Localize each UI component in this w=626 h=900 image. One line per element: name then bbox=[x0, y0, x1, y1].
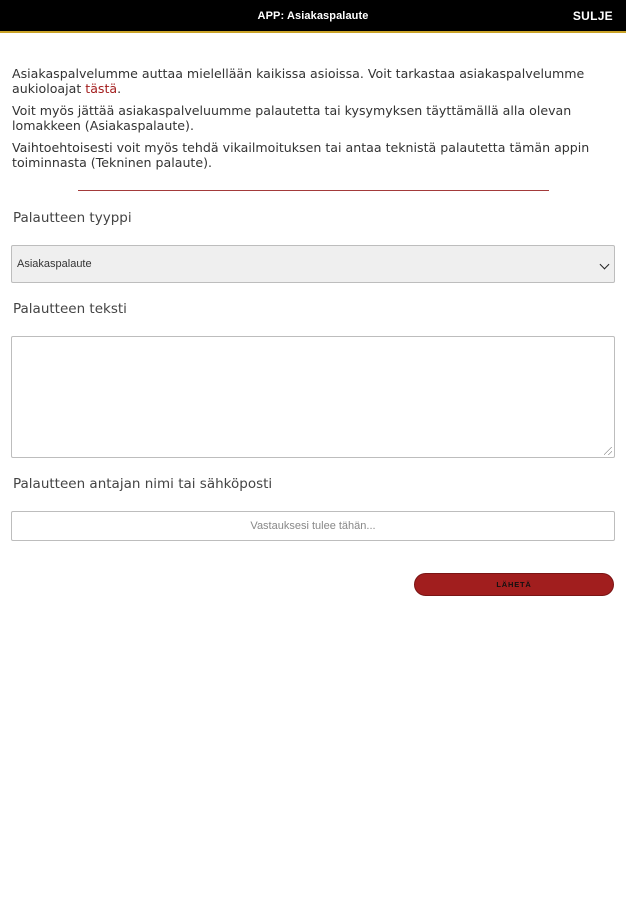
feedback-type-select[interactable] bbox=[11, 245, 615, 283]
feedback-type-label: Palautteen tyyppi bbox=[13, 210, 132, 226]
opening-hours-link[interactable]: tästä bbox=[85, 81, 118, 96]
feedback-text-label: Palautteen teksti bbox=[13, 301, 127, 317]
app-header bbox=[0, 0, 626, 33]
intro-hours-end: . bbox=[117, 81, 122, 96]
intro-paragraph-feedback: Voit myös jättää asiakaspalveluumme palautetta tai kysymyksen täyttämällä alla olevan lomakkeen (Asiakaspalaute). bbox=[12, 103, 572, 133]
page-title: APP: Asiakaspalaute bbox=[257, 10, 369, 22]
intro-paragraph-hours bbox=[12, 66, 612, 96]
resize-handle-icon[interactable] bbox=[604, 447, 612, 455]
name-email-label: Palautteen antajan nimi tai sähköposti bbox=[13, 476, 273, 492]
name-email-input[interactable] bbox=[11, 511, 615, 541]
chevron-down-icon bbox=[600, 260, 610, 270]
intro-text bbox=[12, 66, 612, 177]
submit-button[interactable]: LÄHETÄ bbox=[414, 573, 614, 596]
intro-hours-text: Asiakaspalvelumme auttaa mielellään kaikissa asioissa. Voit tarkastaa asiakaspalvelumme aukioloajat bbox=[12, 66, 585, 96]
feedback-type-selected-value: Asiakaspalaute bbox=[17, 258, 92, 270]
close-button[interactable]: SULJE bbox=[572, 9, 613, 23]
intro-paragraph-technical: Vaihtoehtoisesti voit myös tehdä vikailmoituksen tai antaa teknistä palautetta tämän appin toiminnasta (Tekninen palaute). bbox=[12, 140, 590, 170]
divider bbox=[78, 190, 549, 191]
feedback-text-area[interactable] bbox=[11, 336, 615, 458]
